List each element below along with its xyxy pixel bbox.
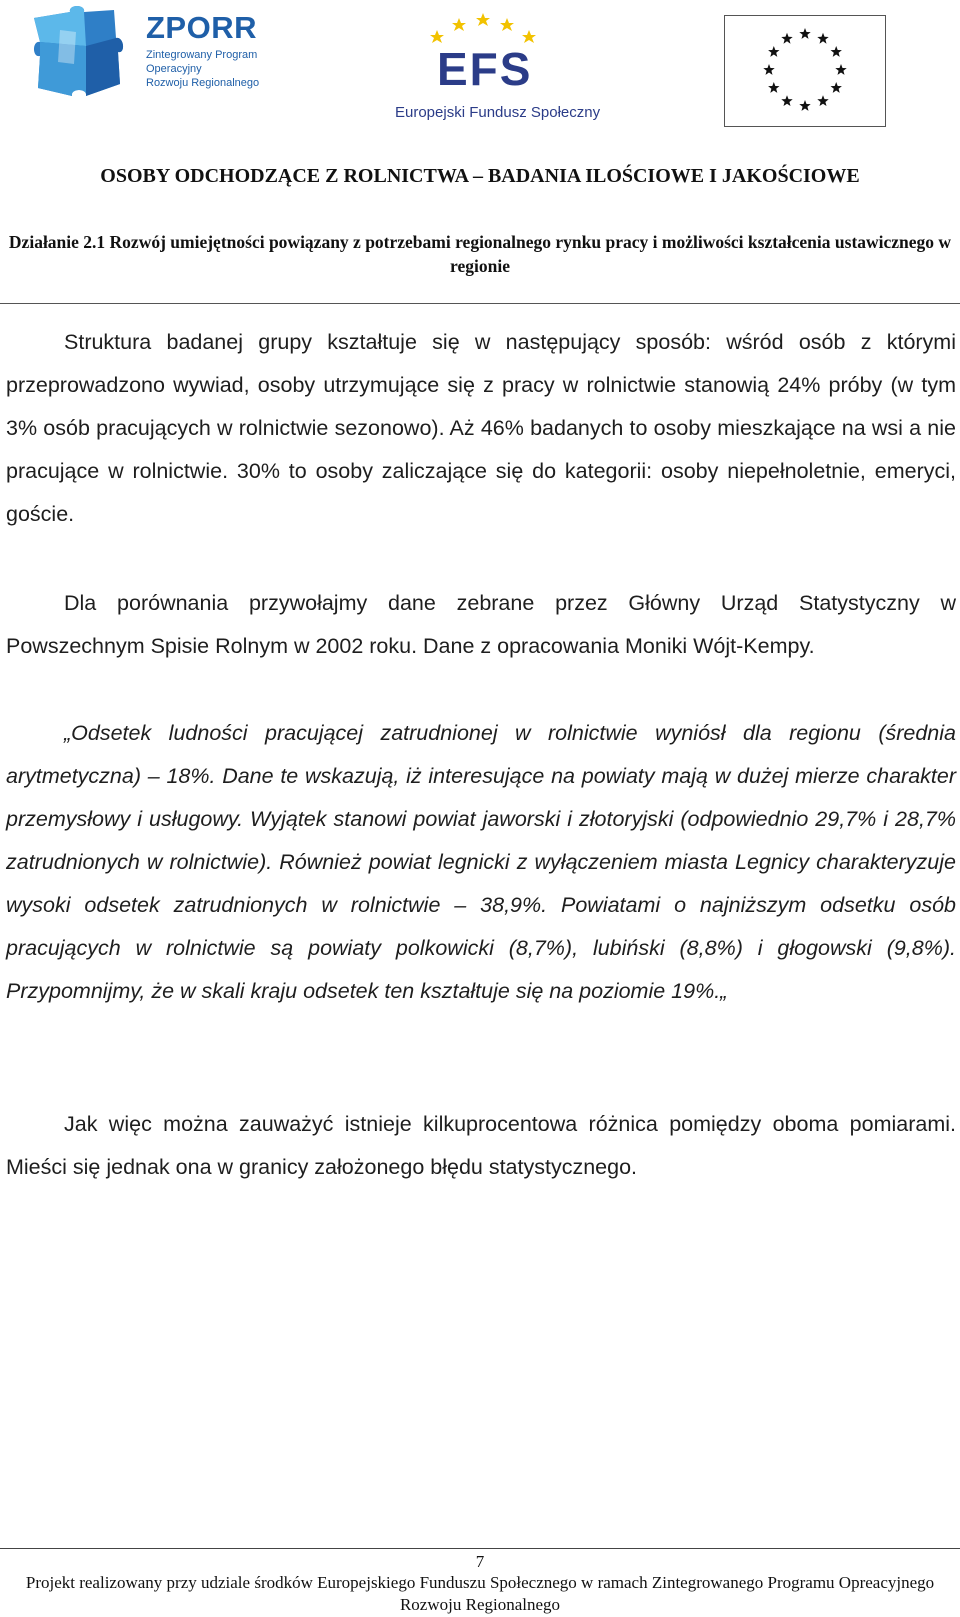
efs-mark: EFS: [437, 43, 533, 95]
paragraph: Jak więc można zauważyć istnieje kilkuprocentowa różnica pomiędzy oboma pomiarami. Mieści się jednak ona w granicy założonego błędu statystycznego.: [6, 1112, 956, 1179]
header-logos: [0, 0, 960, 135]
eu-star-icon: [835, 64, 846, 75]
eu-star-icon: [781, 33, 792, 44]
eu-star-icon: [831, 82, 842, 93]
eu-stars-icon: [725, 16, 885, 126]
header-divider: [0, 303, 960, 304]
efs-name: Europejski Fundusz Społeczny: [395, 104, 601, 121]
puzzle-icon: [30, 4, 134, 100]
paragraph: Struktura badanej grupy kształtuje się w następujący sposób: wśród osób z którymi przeprowadzono wywiad, osoby utrzymujące się z pracy w rolnictwie stanowią 24% próby (w tym 3% osób pracujących w rolnictwie sezonowo). Aż 46% badanych to osoby mieszkające na wsi a nie pracujące w rolnictwie. 30% to osoby zaliczające się do kategorii: osoby niepełnoletnie, emeryci, goście.: [6, 330, 956, 526]
eu-star-icon: [817, 95, 828, 106]
eu-star-icon: [831, 46, 842, 57]
eu-star-icon: [768, 46, 779, 57]
zporr-name: ZPORR: [146, 10, 257, 45]
eu-star-icon: [763, 64, 774, 75]
paragraph: Dla porównania przywołajmy dane zebrane przez Główny Urząd Statystyczny w Powszechnym Spisie Rolnym w 2002 roku. Dane z opracowania Moniki Wójt-Kempy.: [6, 591, 956, 658]
footer-divider: [0, 1548, 960, 1549]
quote-paragraph: „Odsetek ludności pracującej zatrudnionej w rolnictwie wyniósł dla regionu (średnia arytmetyczna) – 18%. Dane te wskazują, iż interesujące na powiaty mają w dużej mierze charakter przemysłowy i usługowy. Wyjątek stanowi powiat jaworski i złotoryjski (odpowiednio 29,7% i 28,7% zatrudnionych w rolnictwie). Również powiat legnicki z wyłączeniem miasta Legnicy charakteryzuje wysoki odsetek zatrudnionych w rolnictwie – 38,9%. Powiatami o najniższym odsetku osób pracujących w rolnictwie są powiaty polkowicki (8,7%), lubiński (8,8%) i głogowski (9,8%). Przypomnijmy, że w skali kraju odsetek ten kształtuje się na poziomie 19%.„: [6, 721, 956, 1003]
eu-star-icon: [781, 95, 792, 106]
eu-star-icon: [799, 100, 810, 111]
page-number: 7: [475, 1552, 485, 1571]
eu-star-icon: [799, 28, 810, 39]
eu-star-icon: [817, 33, 828, 44]
efs-logo: [395, 12, 601, 127]
zporr-subtitle: Zintegrowany Program Operacyjny Rozwoju Regionalnego: [146, 49, 260, 89]
document-subtitle: Działanie 2.1 Rozwój umiejętności powiązany z potrzebami regionalnego rynku pracy i możliwości kształcenia ustawicznego w regionie: [8, 232, 952, 276]
document-title: OSOBY ODCHODZĄCE Z ROLNICTWA – BADANIA ILOŚCIOWE I JAKOŚCIOWE: [100, 165, 860, 187]
zporr-logo: [30, 4, 270, 100]
eu-flag-icon: [724, 15, 886, 127]
footer-text: Projekt realizowany przy udziale środków Europejskiego Funduszu Społecznego w ramach Zintegrowanego Programu Opreacyjnego Rozwoju Regionalnego: [25, 1573, 935, 1614]
eu-star-icon: [768, 82, 779, 93]
